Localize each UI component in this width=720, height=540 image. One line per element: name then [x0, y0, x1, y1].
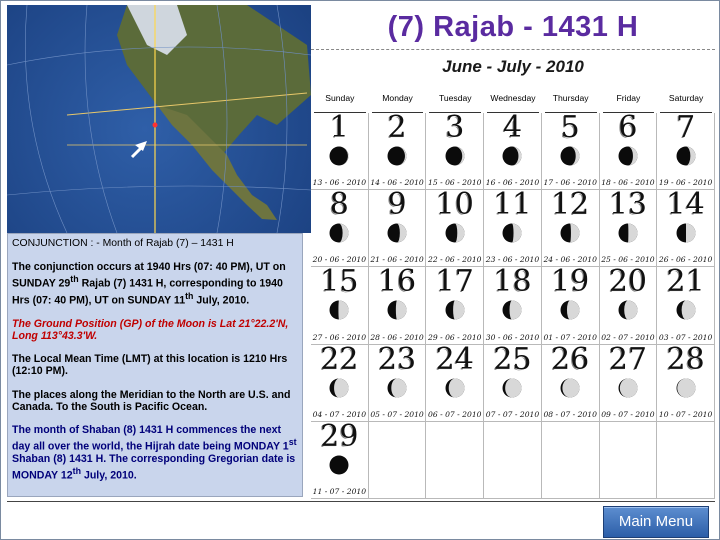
moon-phase-icon	[329, 300, 349, 320]
moon-lit-portion	[339, 301, 349, 320]
shaban-superscript-1: st	[288, 437, 297, 448]
gregorian-date: 25 - 06 - 2010	[601, 255, 655, 265]
gregorian-date: 05 - 07 - 2010	[370, 409, 424, 419]
calendar-day-1	[311, 110, 369, 190]
weekday-monday: Monday	[372, 89, 424, 113]
gregorian-date: 27 - 06 - 2010	[312, 332, 367, 342]
rajab-calendar	[311, 5, 715, 499]
calendar-day-8	[311, 187, 369, 267]
hijri-day-number: 12	[551, 187, 590, 223]
moon-phase-icon	[676, 223, 696, 243]
calendar-day-23	[369, 341, 427, 422]
calendar-subtitle: June - July - 2010	[442, 57, 584, 76]
gregorian-date: 02 - 07 - 2010	[601, 332, 655, 342]
moon-phase-icon	[502, 223, 522, 243]
moon-phase-icon	[387, 300, 407, 320]
calendar-grid	[311, 110, 715, 499]
calendar-day-4	[484, 110, 542, 190]
hijri-day-number: 14	[666, 187, 705, 223]
gregorian-date: 18 - 06 - 2010	[601, 178, 655, 188]
moon-lit-portion	[391, 378, 406, 397]
calendar-day-5	[542, 110, 600, 190]
moon-phase-icon	[445, 300, 465, 320]
calendar-day-20	[600, 264, 658, 344]
hijri-day-number: 13	[608, 187, 647, 223]
calendar-day-7	[657, 110, 715, 190]
gregorian-date: 24 - 06 - 2010	[543, 255, 597, 265]
hijri-day-number: 17	[435, 264, 474, 300]
gregorian-date: 06 - 07 - 2010	[428, 409, 482, 419]
gregorian-date: 28 - 06 - 2010	[370, 332, 424, 342]
calendar-empty-cell	[369, 422, 427, 499]
moon-phase-icon	[676, 146, 696, 166]
calendar-day-16	[369, 264, 427, 344]
hijri-day-number: 24	[435, 341, 474, 377]
calendar-day-12	[542, 187, 600, 267]
shaban-text-part3: July, 2010.	[81, 469, 137, 482]
gregorian-date: 03 - 07 - 2010	[658, 332, 713, 342]
moon-phase-icon	[618, 378, 638, 398]
moon-phase-icon	[618, 223, 638, 243]
gregorian-date: 01 - 07 - 2010	[543, 332, 597, 342]
calendar-day-29	[311, 418, 369, 499]
gregorian-date: 29 - 06 - 2010	[428, 332, 482, 342]
moon-lit-portion	[334, 378, 348, 397]
hijri-day-number: 22	[320, 341, 359, 377]
conjunction-superscript-2: th	[185, 291, 194, 302]
calendar-day-28	[657, 341, 715, 422]
hijri-day-number: 3	[445, 110, 465, 145]
shaban-superscript-2: th	[72, 466, 81, 477]
moon-phase-icon	[618, 300, 638, 320]
moon-phase-icon	[618, 146, 638, 166]
weekday-wednesday: Wednesday	[487, 89, 539, 113]
earth-globe-image	[7, 5, 311, 233]
calendar-divider	[311, 49, 715, 50]
gregorian-date: 04 - 07 - 2010	[312, 409, 367, 419]
hijri-day-number: 11	[493, 187, 532, 223]
calendar-empty-cell	[484, 422, 542, 499]
moon-phase-icon	[329, 455, 349, 475]
moon-lit-portion	[624, 301, 637, 320]
moon-lit-portion	[628, 224, 638, 243]
hijri-day-number: 29	[320, 418, 359, 454]
moon-phase-icon	[560, 223, 580, 243]
hijri-day-number: 5	[560, 110, 580, 145]
hijri-day-number: 7	[676, 110, 696, 145]
gregorian-date: 11 - 07 - 2010	[312, 486, 367, 496]
gregorian-date: 21 - 06 - 2010	[370, 255, 424, 265]
gregorian-date: 14 - 06 - 2010	[370, 178, 424, 188]
moon-phase-icon	[676, 378, 696, 398]
moon-phase-icon	[445, 378, 465, 398]
hijri-day-number: 20	[608, 264, 647, 300]
hijri-day-number: 4	[502, 110, 523, 145]
shaban-text-part1: The month of Shaban (8) 1431 H commences the next day all over the world, the Hijrah date being MONDAY 1	[12, 424, 289, 453]
moon-lit-portion	[453, 301, 464, 320]
hijri-day-number: 1	[329, 110, 349, 145]
hijri-day-number: 19	[551, 264, 590, 300]
gregorian-date: 22 - 06 - 2010	[428, 255, 482, 265]
conjunction-text-part1: The conjunction occurs at 1940 Hrs (07: 40 PM), UT on SUNDAY 29	[12, 261, 286, 290]
hijri-day-number: 26	[551, 341, 590, 377]
weekday-friday: Friday	[603, 89, 655, 113]
gregorian-date: 15 - 06 - 2010	[428, 178, 482, 188]
moon-lit-portion	[686, 224, 696, 243]
calendar-day-26	[542, 341, 600, 422]
calendar-empty-cell	[542, 422, 600, 499]
calendar-day-17	[426, 264, 484, 344]
hijri-day-number: 18	[493, 264, 532, 300]
calendar-day-11	[484, 187, 542, 267]
moon-lit-portion	[510, 301, 522, 320]
weekday-tuesday: Tuesday	[429, 89, 481, 113]
hijri-day-number: 21	[666, 264, 705, 300]
gregorian-date: 10 - 07 - 2010	[658, 409, 713, 419]
moon-lit-portion	[620, 378, 638, 397]
moon-phase-icon	[502, 378, 522, 398]
moon-lit-portion	[677, 378, 695, 397]
moon-phase-icon	[387, 146, 407, 166]
calendar-day-25	[484, 341, 542, 422]
main-menu-button[interactable]: Main Menu	[603, 506, 709, 538]
conjunction-text-part3: July, 2010.	[193, 294, 250, 307]
calendar-day-9	[369, 187, 427, 267]
calendar-day-15	[311, 264, 369, 344]
gregorian-date: 08 - 07 - 2010	[543, 409, 597, 419]
moon-phase-icon	[387, 378, 407, 398]
bottom-bar	[7, 501, 715, 538]
calendar-day-24	[426, 341, 484, 422]
moon-phase-icon	[329, 223, 349, 243]
calendar-day-14	[657, 187, 715, 267]
shaban-text-part2: Shaban (8) 1431 H. The corresponding Gregorian date is MONDAY 12	[12, 453, 296, 482]
gregorian-date: 17 - 06 - 2010	[543, 178, 597, 188]
moon-phase-icon	[445, 223, 465, 243]
gregorian-date: 13 - 06 - 2010	[312, 178, 367, 188]
calendar-day-13	[600, 187, 658, 267]
calendar-empty-cell	[657, 422, 715, 499]
gregorian-date: 30 - 06 - 2010	[485, 332, 540, 342]
calendar-title: (7) Rajab - 1431 H	[387, 11, 639, 43]
hijri-day-number: 8	[329, 187, 349, 223]
meridian-places-text: The places along the Meridian to the North are U.S. and Canada. To the South is Pacific Ocean.	[12, 388, 291, 413]
moon-phase-icon	[502, 146, 522, 166]
hijri-day-number: 25	[493, 341, 532, 377]
hijri-day-number: 9	[387, 187, 407, 223]
moon-lit-portion	[448, 378, 464, 397]
gregorian-date: 19 - 06 - 2010	[658, 178, 713, 188]
gregorian-date: 23 - 06 - 2010	[485, 255, 540, 265]
conjunction-title: CONJUNCTION : - Month of Rajab (7) – 1431 H	[12, 238, 234, 249]
moon-phase-icon	[502, 300, 522, 320]
gregorian-date: 26 - 06 - 2010	[658, 255, 713, 265]
ground-position-text: The Ground Position (GP) of the Moon is Lat 21°22.2'N, Long 113°43.3'W.	[12, 317, 289, 343]
calendar-empty-cell	[600, 422, 658, 499]
weekday-saturday: Saturday	[660, 89, 712, 113]
calendar-day-21	[657, 264, 715, 344]
moon-phase-icon	[445, 146, 465, 166]
calendar-day-27	[600, 341, 658, 422]
conjunction-info-panel	[7, 233, 303, 497]
hijri-day-number: 27	[608, 341, 647, 377]
moon-lit-portion	[396, 301, 407, 320]
calendar-day-19	[542, 264, 600, 344]
moon-lit-portion	[570, 224, 580, 243]
conjunction-text-part2: Rajab (7) 1431 H, corresponding to 1940 Hrs (07: 40 PM), UT on SUNDAY 11	[12, 277, 283, 307]
calendar-day-18	[484, 264, 542, 344]
moon-lit-portion	[567, 301, 580, 320]
moon-phase-icon	[560, 300, 580, 320]
moon-phase-icon	[387, 223, 407, 243]
moon-phase-icon	[329, 146, 349, 166]
moon-lit-portion	[506, 378, 522, 397]
moon-lit-portion	[563, 378, 580, 397]
weekday-sunday: Sunday	[314, 89, 366, 113]
gregorian-date: 20 - 06 - 2010	[312, 255, 367, 265]
weekday-thursday: Thursday	[545, 89, 597, 113]
hijri-day-number: 2	[387, 110, 407, 145]
calendar-day-2	[369, 110, 427, 190]
moon-phase-icon	[329, 378, 349, 398]
moon-phase-icon	[560, 378, 580, 398]
conjunction-superscript-1: th	[70, 274, 79, 285]
hijri-day-number: 6	[618, 110, 638, 145]
calendar-day-22	[311, 341, 369, 422]
hijri-day-number: 23	[377, 341, 417, 377]
calendar-day-3	[426, 110, 484, 190]
calendar-day-10	[426, 187, 484, 267]
gregorian-date: 09 - 07 - 2010	[601, 409, 655, 419]
local-mean-time-text: The Local Mean Time (LMT) at this location is 1210 Hrs (12:10 PM).	[12, 353, 288, 378]
hijri-day-number: 16	[377, 264, 417, 300]
calendar-day-6	[600, 110, 658, 190]
moon-phase-icon	[676, 300, 696, 320]
gregorian-date: 07 - 07 - 2010	[485, 409, 540, 419]
calendar-empty-cell	[426, 422, 484, 499]
shaban-text	[12, 424, 298, 482]
hijri-day-number: 28	[666, 341, 705, 377]
gregorian-date: 16 - 06 - 2010	[485, 178, 540, 188]
hijri-day-number: 10	[435, 187, 474, 223]
hijri-day-number: 15	[320, 264, 359, 300]
moon-lit-portion	[681, 301, 695, 320]
conjunction-text	[12, 261, 298, 307]
moon-phase-icon	[560, 146, 580, 166]
